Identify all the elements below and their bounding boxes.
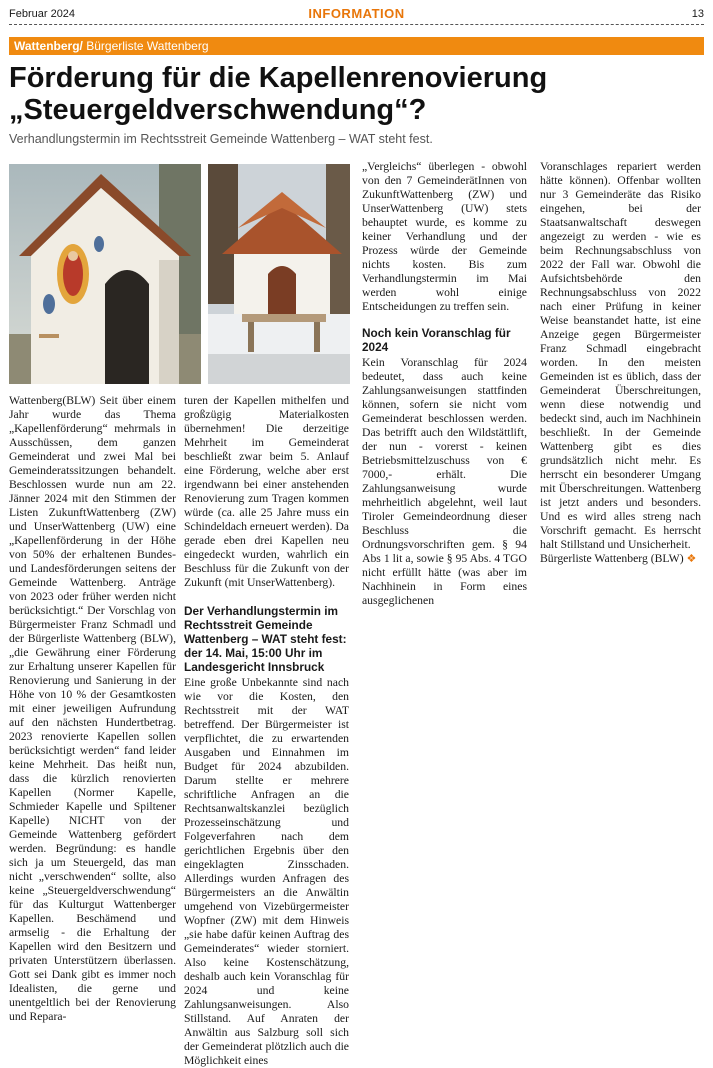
title-line-1: Förderung für die Kapellenrenovierung <box>9 62 548 94</box>
kicker-author: Wattenberg/ <box>14 39 83 53</box>
page-header <box>9 6 704 25</box>
signature: Bürgerliste Wattenberg (BLW) <box>540 552 684 565</box>
body-paragraph: Kein Voranschlag für 2024 bedeutet, dass auch keine Zahlungsanweisungen stattfinden können, sofern sie nicht vom Gemeinderat beschlossen werden. Das betrifft auch den Wildstättlift, der nun - vorerst - keinen Betriebsmittelzuschuss von € 7000,- erhält. Die Zahlungsanweisung wurde mehrheitlich abgelehnt, weil laut Tiroler Gemeindeordnung dieser Beschluss die Ordnungsvorschriften gem. § 94 Abs 1 lit a, sowie § 95 Abs. 4 TGO nicht erfüllt hätte (was aber im Nachhinein in Form eines ausgeglichenen <box>362 356 527 607</box>
signature-line <box>540 552 701 566</box>
body-paragraph: Wattenberg(BLW) Seit über einem Jahr wurde das Thema „Kapellenförderung“ mehrmals in Ausschüssen, dem ganzen Gemeinderat und zwei Mal bei Gemeinderatssitzungen behandelt. Beschlossen wurde nun am 22. Jänner 2024 mit den Stimmen der Listen ZukunftWattenberg (ZW) und UnserWattenberg (UW) eine „Kapellenförderung in der Höhe von 50% der erhaltenen Bundes- und Landesförderungen seitens der Gemeinde Wattenberg. Anträge von 2023 oder früher werden nicht berücksichtigt.“ Der Vorschlag von Bürgermeister Franz Schmadl und der Bürgerliste Wattenberg (BLW), „die Gewährung einer Förderung zur Erhaltung unserer Kapellen für Renovierung und Sanierung in der Höhe von 10 % der Gesamtkosten mit einer jeweiligen Aufrundung auf den nächsten Hundertbetrag. 2023 renovierte Kapellen sollen berücksichtigt werden“ fand leider keine Mehrheit. Das heißt nun, dass die kürzlich renovierten Kapellen (Normer Kapelle, Schmieder Kapelle und Spiltener Kapelle) NICHT von der Gemeinde Wattenberg gefördert werden. Begründung: es handle sich ja um Steuergeld, das man nicht „verschwenden“ sollte, also keine „Steuergeldverschwendung“ für das Kulturgut Wattenberger Kapellen. Beschämend und armselig - die Erhaltung der Kapellen wird den Besitzern und privaten Unterstützern überlassen. Gott sei Dank gibt es immer noch Idealisten, die gerne und unentgeltlich bei der Renovierung und Repara- <box>9 394 176 1023</box>
body-paragraph: Eine große Unbekannte sind nach wie vor die Kosten, den Rechtsstreit mit der WAT betreffend. Der Bürgermeister ist verpflichtet, die zu erwartenden Ausgaben und Einnahmen im Budget für 2024 abzubilden. Darum stellte er mehrere schriftliche Anfragen an die Rechtsanwaltskanzlei bezüglich Prozesseinschätzung und Folgeverfahren nach dem gerichtlichen Ergebnis über den eingeklagten Zinsschaden. Allerdings wurden Anfragen des Bürgermeisters an die Anwältin umgehend von Vizebürgermeister Wopfner (ZW) mit dem Hinweis „sie habe dafür keinen Auftrag des Gemeinderates“ wieder storniert. Also keine Kostenschätzung, deshalb auch kein Voranschlag für 2024 und keine Zahlungsanweisungen. Also Stillstand. Auf Anraten der Anwältin aus Salzburg soll sich der Gemeinderat plötzlich auch die Möglichkeit eines <box>184 676 349 1067</box>
chapel-photo-2 <box>208 164 350 384</box>
title-line-2: „Steuergeldverschwendung“? <box>9 94 427 126</box>
subheading: Noch kein Voranschlag für 2024 <box>362 326 511 354</box>
body-paragraph: turen der Kapellen mithelfen und großzügig Materialkosten übernehmen! Die derzeitige Mehrheit im Gemeinderat beschließt zwar beim 5. Anlauf eine Förderung, welche aber erst irgendwann bei einer anstehenden Renovierung zum Tragen kommen würde (ca. alle 25 Jahre muss ein Schindeldach erneuert werden). Da gerade eben drei Kapellen neu eingedeckt wurden, wahrlich ein Beschluss für die Zukunft von der Zukunft (mit UnserWattenberg). <box>184 394 349 589</box>
article-subtitle: Verhandlungstermin im Rechtsstreit Gemeinde Wattenberg – WAT steht fest. <box>9 132 433 146</box>
article-title <box>9 62 649 126</box>
kicker-group: Bürgerliste Wattenberg <box>82 39 209 53</box>
article-column-2 <box>184 394 349 1068</box>
page-number: 13 <box>691 8 704 20</box>
article-column-4 <box>540 160 701 566</box>
section-title: INFORMATION <box>308 6 405 21</box>
body-paragraph: Voranschlages repariert werden hätte können). Offenbar wollten nur 3 Gemeinderäte das Risiko eingehen, bei der Staatsanwaltschaft deswegen angezeigt zu werden - wie es beim Rechnungsabschluss von 2022 der Fall war. Obwohl die Aufsichtsbehörde den Rechnungsabschluss von 2022 nach einer Prüfung in keiner Weise beanstandet hatte, ist eine Anzeige gegen Bürgermeister Franz Schmadl eingebracht worden. In den meisten Gemeinden ist es üblich, dass der Gemeinderat Überschreitungen, wenn diese notwendig und bedeckt sind, auch im Nachhinein beschließt. In der Gemeinde Wattenberg gibt es dies grundsätzlich nicht mehr. Es herrscht ein besonderer Umgang mit Überschreitungen. Wattenberg ist jetzt anders und besonders. Und es wird alles streng nach Vorschrift gemacht. Es herrscht halt Stillstand und Unsicherheit. <box>540 160 701 551</box>
chapel-photo-1 <box>9 164 201 384</box>
end-mark-icon: ❖ <box>686 553 697 565</box>
body-paragraph: „Vergleichs“ überlegen - obwohl von den 7 GemeinderätInnen von ZukunftWattenberg (ZW) und UnserWattenberg (UW) stets behauptet wurde, es komme zu keiner Verhandlung und der Prozess würde der Gemeinde nichts kosten. Bis zum Verhandlungstermin im Mai werden wohl einige Entscheidungen zu treffen sein. <box>362 160 527 313</box>
article-column-3 <box>362 160 527 608</box>
kicker-bar <box>9 37 704 55</box>
article-column-1 <box>9 394 176 1024</box>
issue-date: Februar 2024 <box>9 8 76 20</box>
subheading: Der Verhandlungstermin im Rechtsstreit Gemeinde Wattenberg – WAT steht fest: der 14. Mai, 15:00 Uhr im Landesgericht Innsbruck <box>184 604 347 674</box>
